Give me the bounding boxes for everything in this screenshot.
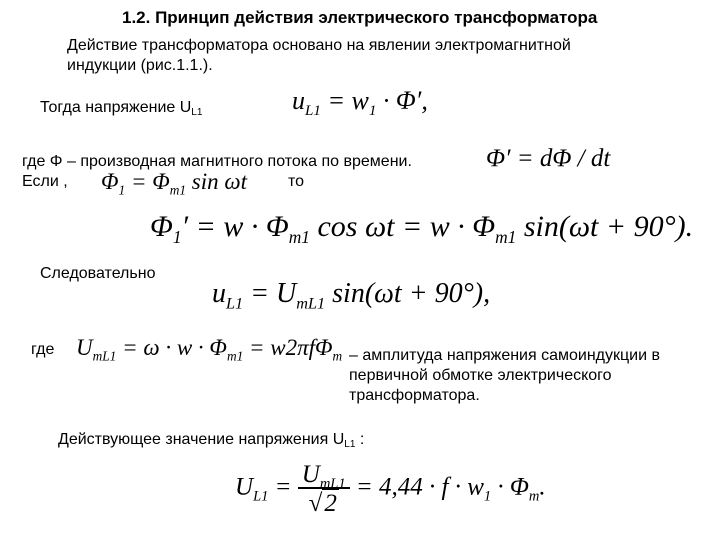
- effective-label: [58, 430, 364, 452]
- if-word: Если ,: [22, 173, 68, 190]
- voltage-label: [40, 98, 202, 120]
- formula-voltage-sine: $u_{L1} = U_{mL1}$ sin(ωt + 90°),: [212, 278, 491, 313]
- amplitude-desc-line-2: первичной обмотке электрического: [349, 367, 612, 384]
- effective-label-suffix: :: [355, 431, 365, 448]
- formula-amplitude: $U_{mL1} = \omega \cdot w \cdot \Phi_{m1} = w2\pi f\Phi_m$: [76, 335, 343, 364]
- sqrt-icon: √: [308, 490, 323, 517]
- amplitude-desc-line-1: – амплитуда напряжения самоиндукции в: [349, 347, 660, 364]
- formula-voltage: $u_{L1} = w_1 \cdot \Phi'$,: [292, 86, 428, 120]
- effective-label-prefix: Действующее значение напряжения U: [58, 431, 345, 448]
- voltage-label-prefix: Тогда напряжение U: [40, 99, 192, 116]
- intro-line-2: индукции (рис.1.1.).: [67, 57, 213, 74]
- derivative-definition: где Φ – производная магнитного потока по времени.: [22, 153, 412, 170]
- page-title: 1.2. Принцип действия электрического трансформатора: [122, 8, 598, 27]
- effective-fraction: [298, 462, 350, 516]
- formula-flux: $\Phi_1 = \Phi_{m1}$ sin ωt: [101, 169, 247, 198]
- intro-line-1: Действие трансформатора основано на явлении электромагнитной: [67, 37, 571, 54]
- formula-effective: $U_{L1}$ = $\frac{U_{mL1}}{√2}$ = $4,44 \cdot f \cdot w_1 \cdot \Phi_m$.: [235, 461, 546, 517]
- fraction-denominator: √2: [308, 490, 337, 517]
- fraction-numerator: $U_{mL1}$: [298, 462, 350, 489]
- voltage-label-sub: L1: [191, 107, 203, 118]
- formula-derivative: Φ′ = dΦ / dt: [486, 145, 611, 172]
- amplitude-desc-line-3: трансформатора.: [349, 387, 480, 404]
- effective-label-sub: L1: [344, 439, 356, 450]
- formula-flux-derivative: $\Phi_1' = w \cdot \Phi_{m1}$ $\cos \omega t = w \cdot \Phi_{m1}$ sin(ωt + 90°).: [150, 210, 694, 247]
- consequently-word: Следовательно: [40, 265, 156, 282]
- where-word: где: [31, 341, 55, 358]
- then-word: то: [288, 173, 305, 190]
